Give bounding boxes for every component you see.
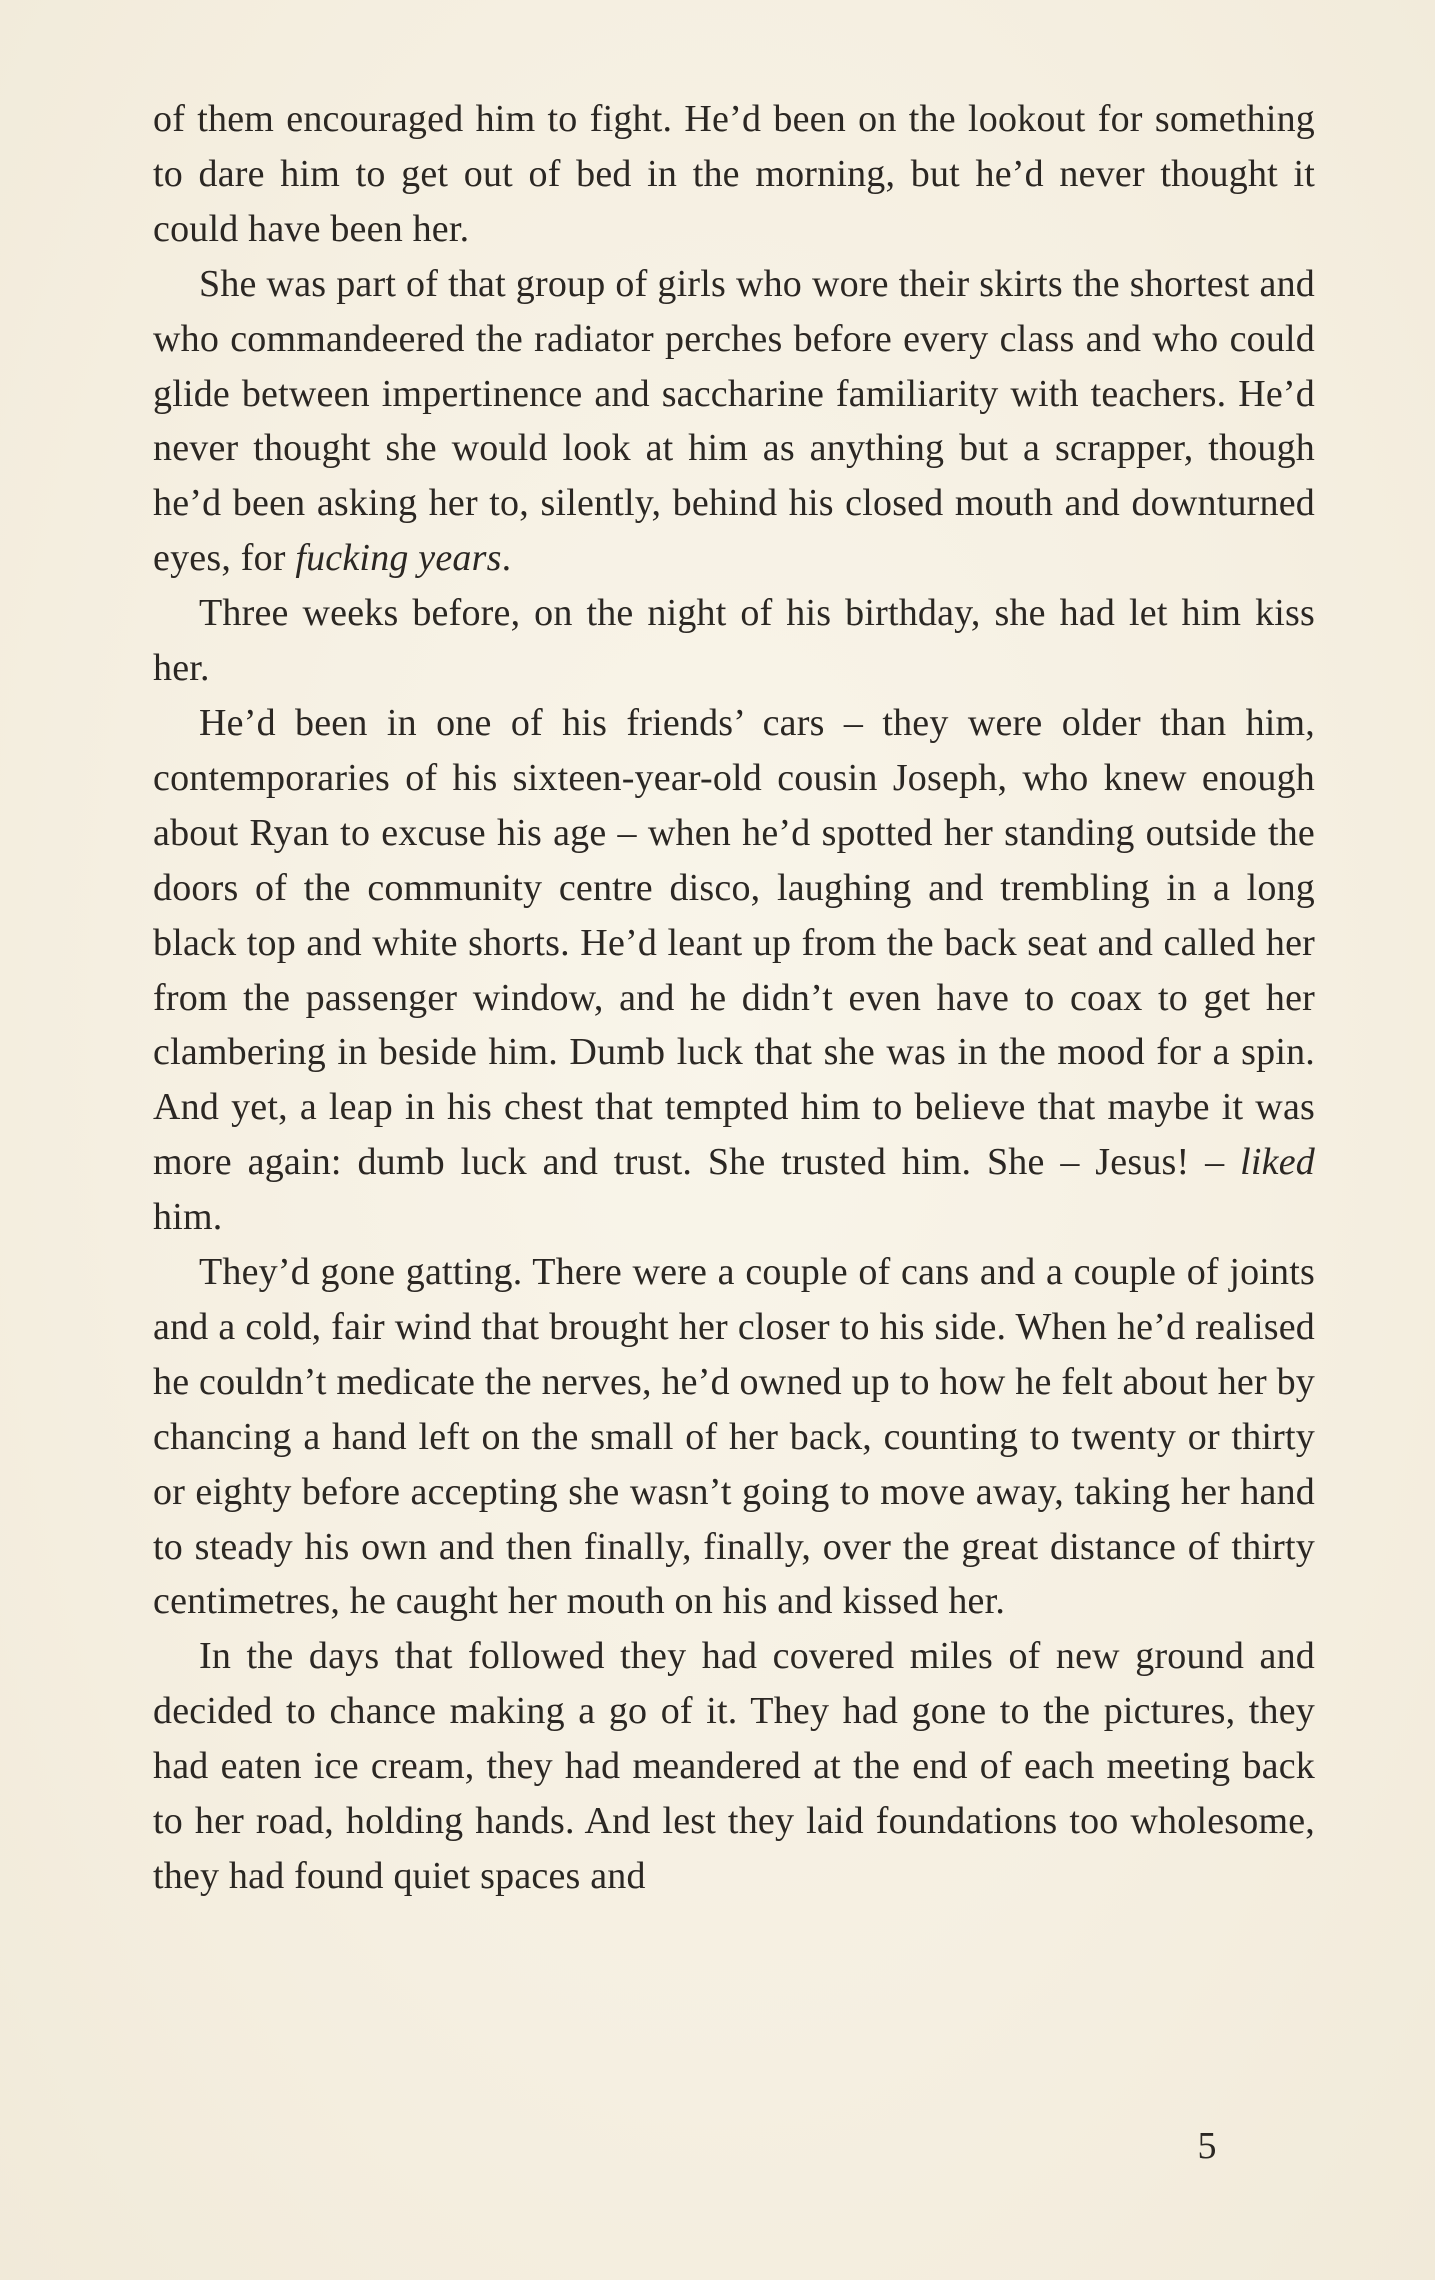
paragraph-4-tail: him. — [153, 1196, 223, 1239]
paragraph-4 — [153, 696, 1315, 1245]
paragraph-2-tail: . — [501, 537, 512, 580]
paragraph-4-emphasis: liked — [1240, 1141, 1315, 1184]
paragraph-1-text: of them encouraged him to fight. He’d been on the lookout for something to dare him to get out of bed in the morning, but he’d never thought it could have been her. — [153, 98, 1315, 250]
paragraph-6-text: In the days that followed they had covered miles of new ground and decided to chance making a go of it. They had gone to the pictures, they had eaten ice cream, they had meandered at the end of each meeting back to her road, holding hands. And lest they laid foundations too wholesome, they had found quiet spaces and — [153, 1635, 1315, 1897]
paragraph-3-text: Three weeks before, on the night of his birthday, she had let him kiss her. — [153, 592, 1315, 690]
paragraph-4-text: He’d been in one of his friends’ cars – they were older than him, contemporaries of his sixteen-year-old cousin Joseph, who knew enough about Ryan to excuse his age – when he’d spotted her standing outside the doors of the community centre disco, laughing and trembling in a long black top and white shorts. He’d leant up from the back seat and called her from the passenger window, and he didn’t even have to coax to get her clambering in beside him. Dumb luck that she was in the mood for a spin. And yet, a leap in his chest that tempted him to believe that maybe it was more again: dumb luck and trust. She trusted him. She – Jesus! – — [153, 701, 1315, 1184]
paragraph-2-text: She was part of that group of girls who wore their skirts the shortest and who commandeered the radiator perches before every class and who could glide between impertinence and saccharine familiarity with teachers. He’d never thought she would look at him as anything but a scrapper, though he’d been asking her to, silently, behind his closed mouth and downturned eyes, for — [153, 262, 1315, 580]
paragraph-5 — [153, 1245, 1315, 1629]
body-text — [153, 92, 1315, 1904]
page-number: 5 — [1197, 2125, 1217, 2167]
paragraph-1 — [153, 92, 1315, 257]
paragraph-2-emphasis: fucking years — [295, 537, 502, 580]
paragraph-2 — [153, 257, 1315, 586]
paragraph-6 — [153, 1629, 1315, 1904]
paragraph-5-text: They’d gone gatting. There were a couple of cans and a couple of joints and a cold, fair wind that brought her closer to his side. When he’d realised he couldn’t medicate the nerves, he’d owned up to how he felt about her by chancing a hand left on the small of her back, counting to twenty or thirty or eighty before accepting she wasn’t going to move away, taking her hand to steady his own and then finally, finally, over the great distance of thirty centimetres, he caught her mouth on his and kissed her. — [153, 1251, 1315, 1623]
paragraph-3 — [153, 586, 1315, 696]
